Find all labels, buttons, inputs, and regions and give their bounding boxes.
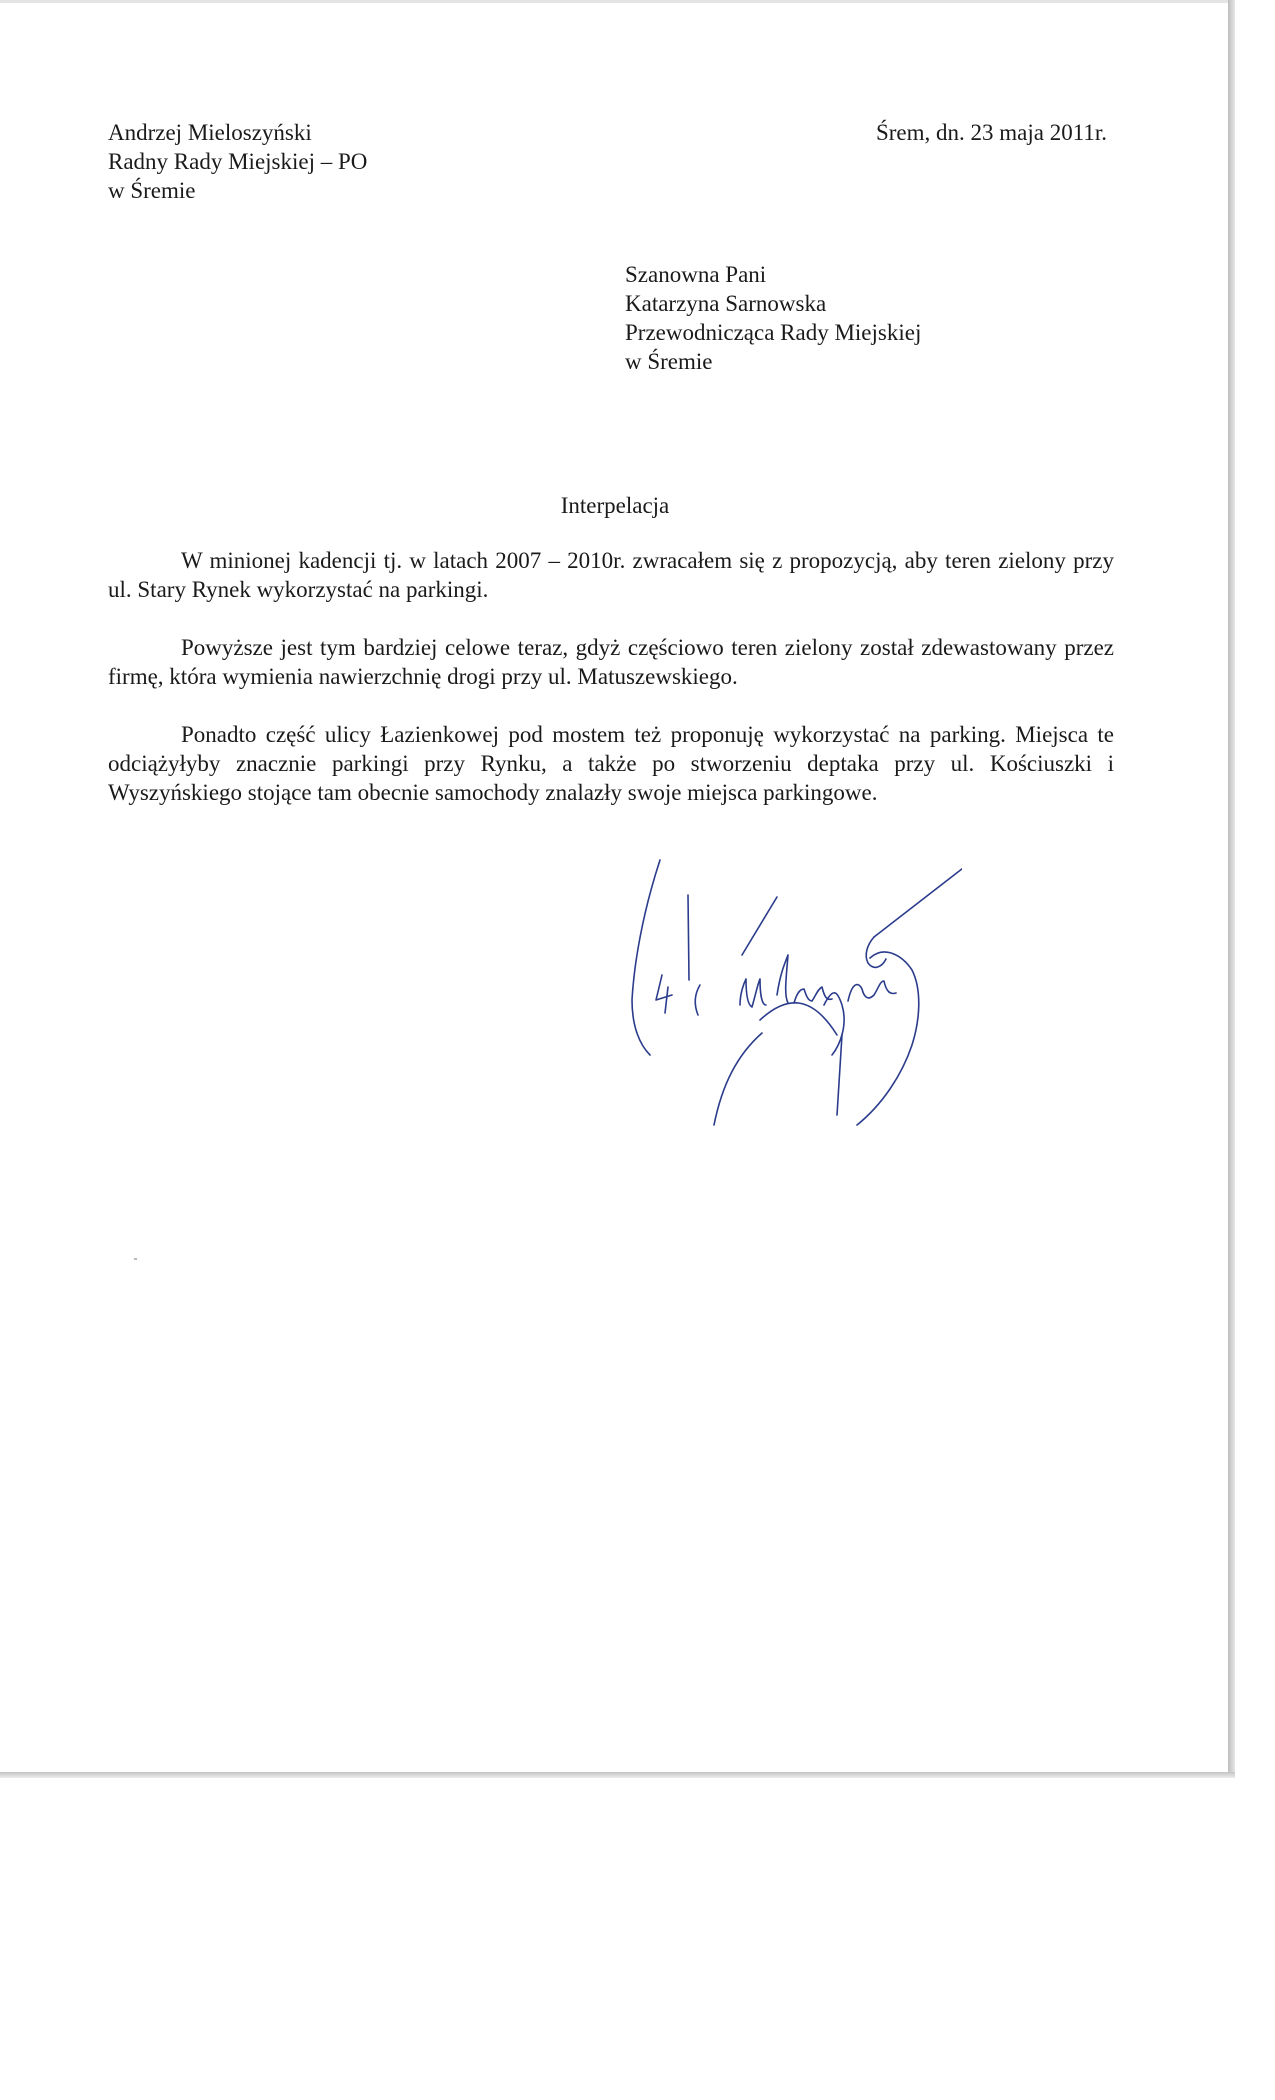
handwritten-signature — [612, 855, 962, 1185]
sender-place: w Śremie — [108, 178, 196, 203]
paragraph-text: Ponadto część ulicy Łazienkowej pod mostem też proponuję wykorzystać na parking. Miejsca te odciążyłyby znacznie parkingi przy Rynku, a także po stworzeniu deptaka przy ul. Kościuszki i Wyszyńskiego stojące tam obecnie samochody znalazły swoje miejsca parkingowe. — [108, 722, 1114, 805]
recipient-name: Katarzyna Sarnowska — [625, 291, 827, 316]
body-paragraph-2 — [108, 633, 1114, 691]
scan-speck — [134, 1258, 137, 1260]
recipient-block — [625, 260, 921, 376]
recipient-place: w Śremie — [625, 349, 713, 374]
paragraph-text: W minionej kadencji tj. w latach 2007 – 2010r. zwracałem się z propozycją, aby teren zielony przy ul. Stary Rynek wykorzystać na parkingi. — [108, 548, 1114, 602]
sender-name: Andrzej Mieloszyński — [108, 120, 312, 145]
paragraph-text: Powyższe jest tym bardziej celowe teraz, gdyż częściowo teren zielony został zdewastowany przez firmę, która wymienia nawierzchnię drogi przy ul. Matuszewskiego. — [108, 635, 1114, 689]
scan-edge-shadow-right — [1228, 0, 1235, 1778]
recipient-role: Przewodnicząca Rady Miejskiej — [625, 320, 922, 345]
body-paragraph-3 — [108, 720, 1114, 807]
recipient-salutation: Szanowna Pani — [625, 262, 767, 287]
sender-role: Radny Rady Miejskiej – PO — [108, 149, 368, 174]
document-title: Interpelacja — [560, 493, 670, 518]
scan-edge-shadow-bottom — [0, 1772, 1235, 1778]
body-paragraph-1 — [108, 546, 1114, 604]
scan-top-edge — [0, 0, 1230, 3]
letter-date: Śrem, dn. 23 maja 2011r. — [875, 120, 1107, 145]
sender-block — [108, 118, 367, 205]
